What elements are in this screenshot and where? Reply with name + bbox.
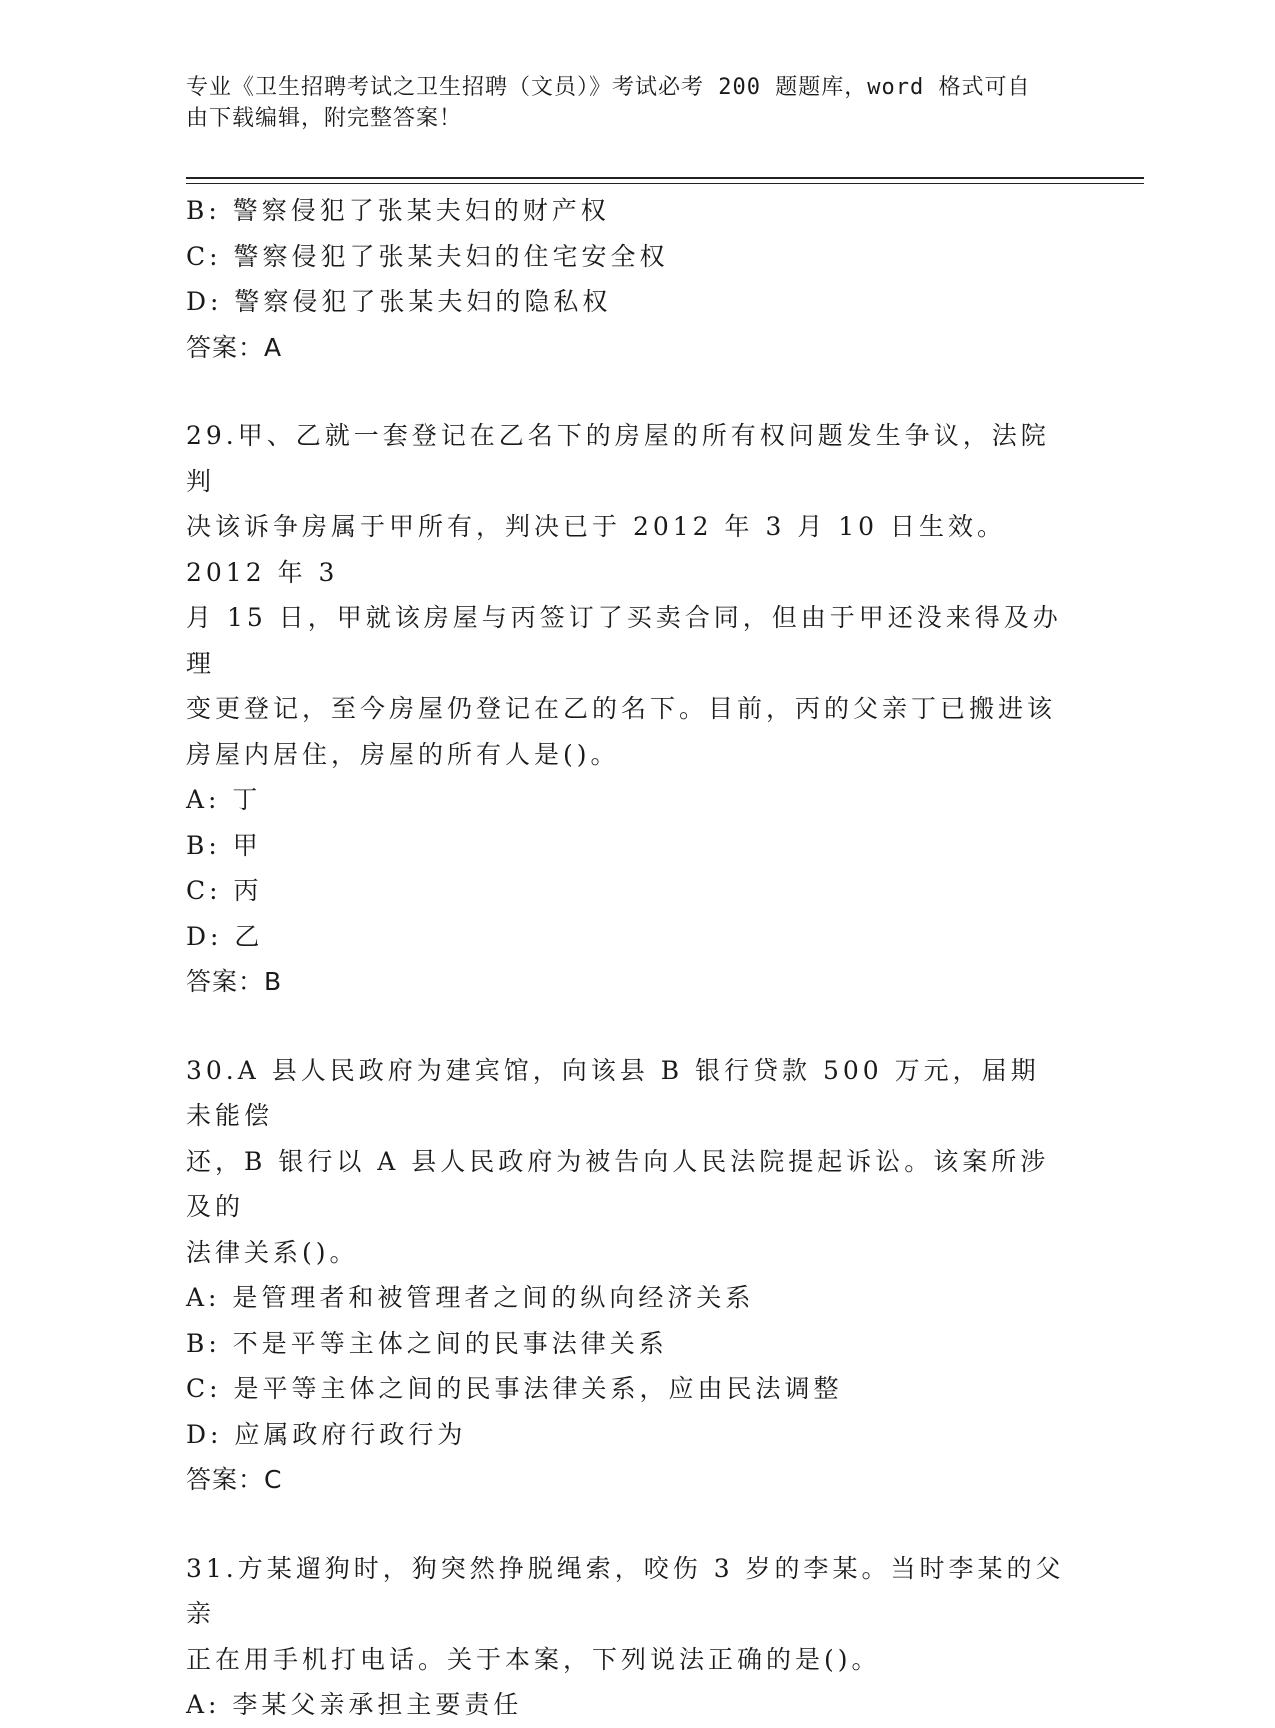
question-content	[186, 188, 1066, 1728]
option-a: A: 李某父亲承担主要责任	[186, 1690, 523, 1719]
question-text-line: 正在用手机打电话。关于本案，下列说法正确的是()。	[186, 1644, 881, 1674]
question-29-options	[186, 777, 1066, 959]
option-b: B: 警察侵犯了张某夫妇的财产权	[186, 196, 610, 225]
option-c: C: 是平等主体之间的民事法律关系，应由民法调整	[186, 1374, 843, 1403]
question-text-line: 还，B 银行以 A 县人民政府为被告向人民法院提起诉讼。该案所涉及的	[186, 1146, 1050, 1221]
option-a: A: 丁	[186, 785, 262, 814]
question-31-options	[186, 1682, 1066, 1728]
option-b: B: 甲	[186, 830, 262, 860]
question-28-options	[186, 188, 1066, 325]
question-text-line: 29.甲、乙就一套登记在乙名下的房屋的所有权问题发生争议，法院判	[186, 421, 1050, 496]
question-28-answer: 答案：A	[186, 332, 283, 362]
question-text-line: 决该诉争房属于甲所有，判决已于 2012 年 3 月 10 日生效。2012 年 3	[186, 512, 1007, 587]
question-text-line: 房屋内居住，房屋的所有人是()。	[186, 739, 620, 769]
document-header	[186, 72, 1066, 134]
question-text-line: 31.方某遛狗时，狗突然挣脱绳索，咬伤 3 岁的李某。当时李某的父亲	[186, 1553, 1065, 1628]
question-text-line: 30.A 县人民政府为建宾馆，向该县 B 银行贷款 500 万元，届期未能偿	[186, 1055, 1040, 1130]
question-30-text	[186, 1048, 1066, 1276]
option-d: D: 警察侵犯了张某夫妇的隐私权	[186, 287, 612, 316]
option-c: C: 丙	[186, 876, 263, 905]
option-d: D: 乙	[186, 921, 264, 951]
header-rule-thin	[186, 183, 1144, 184]
option-a: A: 是管理者和被管理者之间的纵向经济关系	[186, 1283, 755, 1312]
question-30-options	[186, 1275, 1066, 1457]
header-line-1: 专业《卫生招聘考试之卫生招聘（文员）》考试必考 200 题题库，word 格式可自	[186, 75, 1031, 100]
question-text-line: 法律关系()。	[186, 1237, 359, 1267]
header-rule-thick	[186, 177, 1144, 179]
question-30-answer: 答案：C	[186, 1465, 283, 1494]
header-line-2: 由下载编辑，附完整答案！	[186, 106, 463, 131]
question-31-text	[186, 1546, 1066, 1683]
option-b: B: 不是平等主体之间的民事法律关系	[186, 1328, 668, 1358]
option-d: D: 应属政府行政行为	[186, 1419, 467, 1449]
question-text-line: 变更登记，至今房屋仍登记在乙的名下。目前，丙的父亲丁已搬进该	[186, 694, 1057, 723]
question-29-text	[186, 413, 1066, 777]
option-c: C: 警察侵犯了张某夫妇的住宅安全权	[186, 241, 669, 271]
question-29-answer: 答案：B	[186, 967, 283, 996]
question-text-line: 月 15 日，甲就该房屋与丙签订了买卖合同，但由于甲还没来得及办理	[186, 603, 1062, 678]
